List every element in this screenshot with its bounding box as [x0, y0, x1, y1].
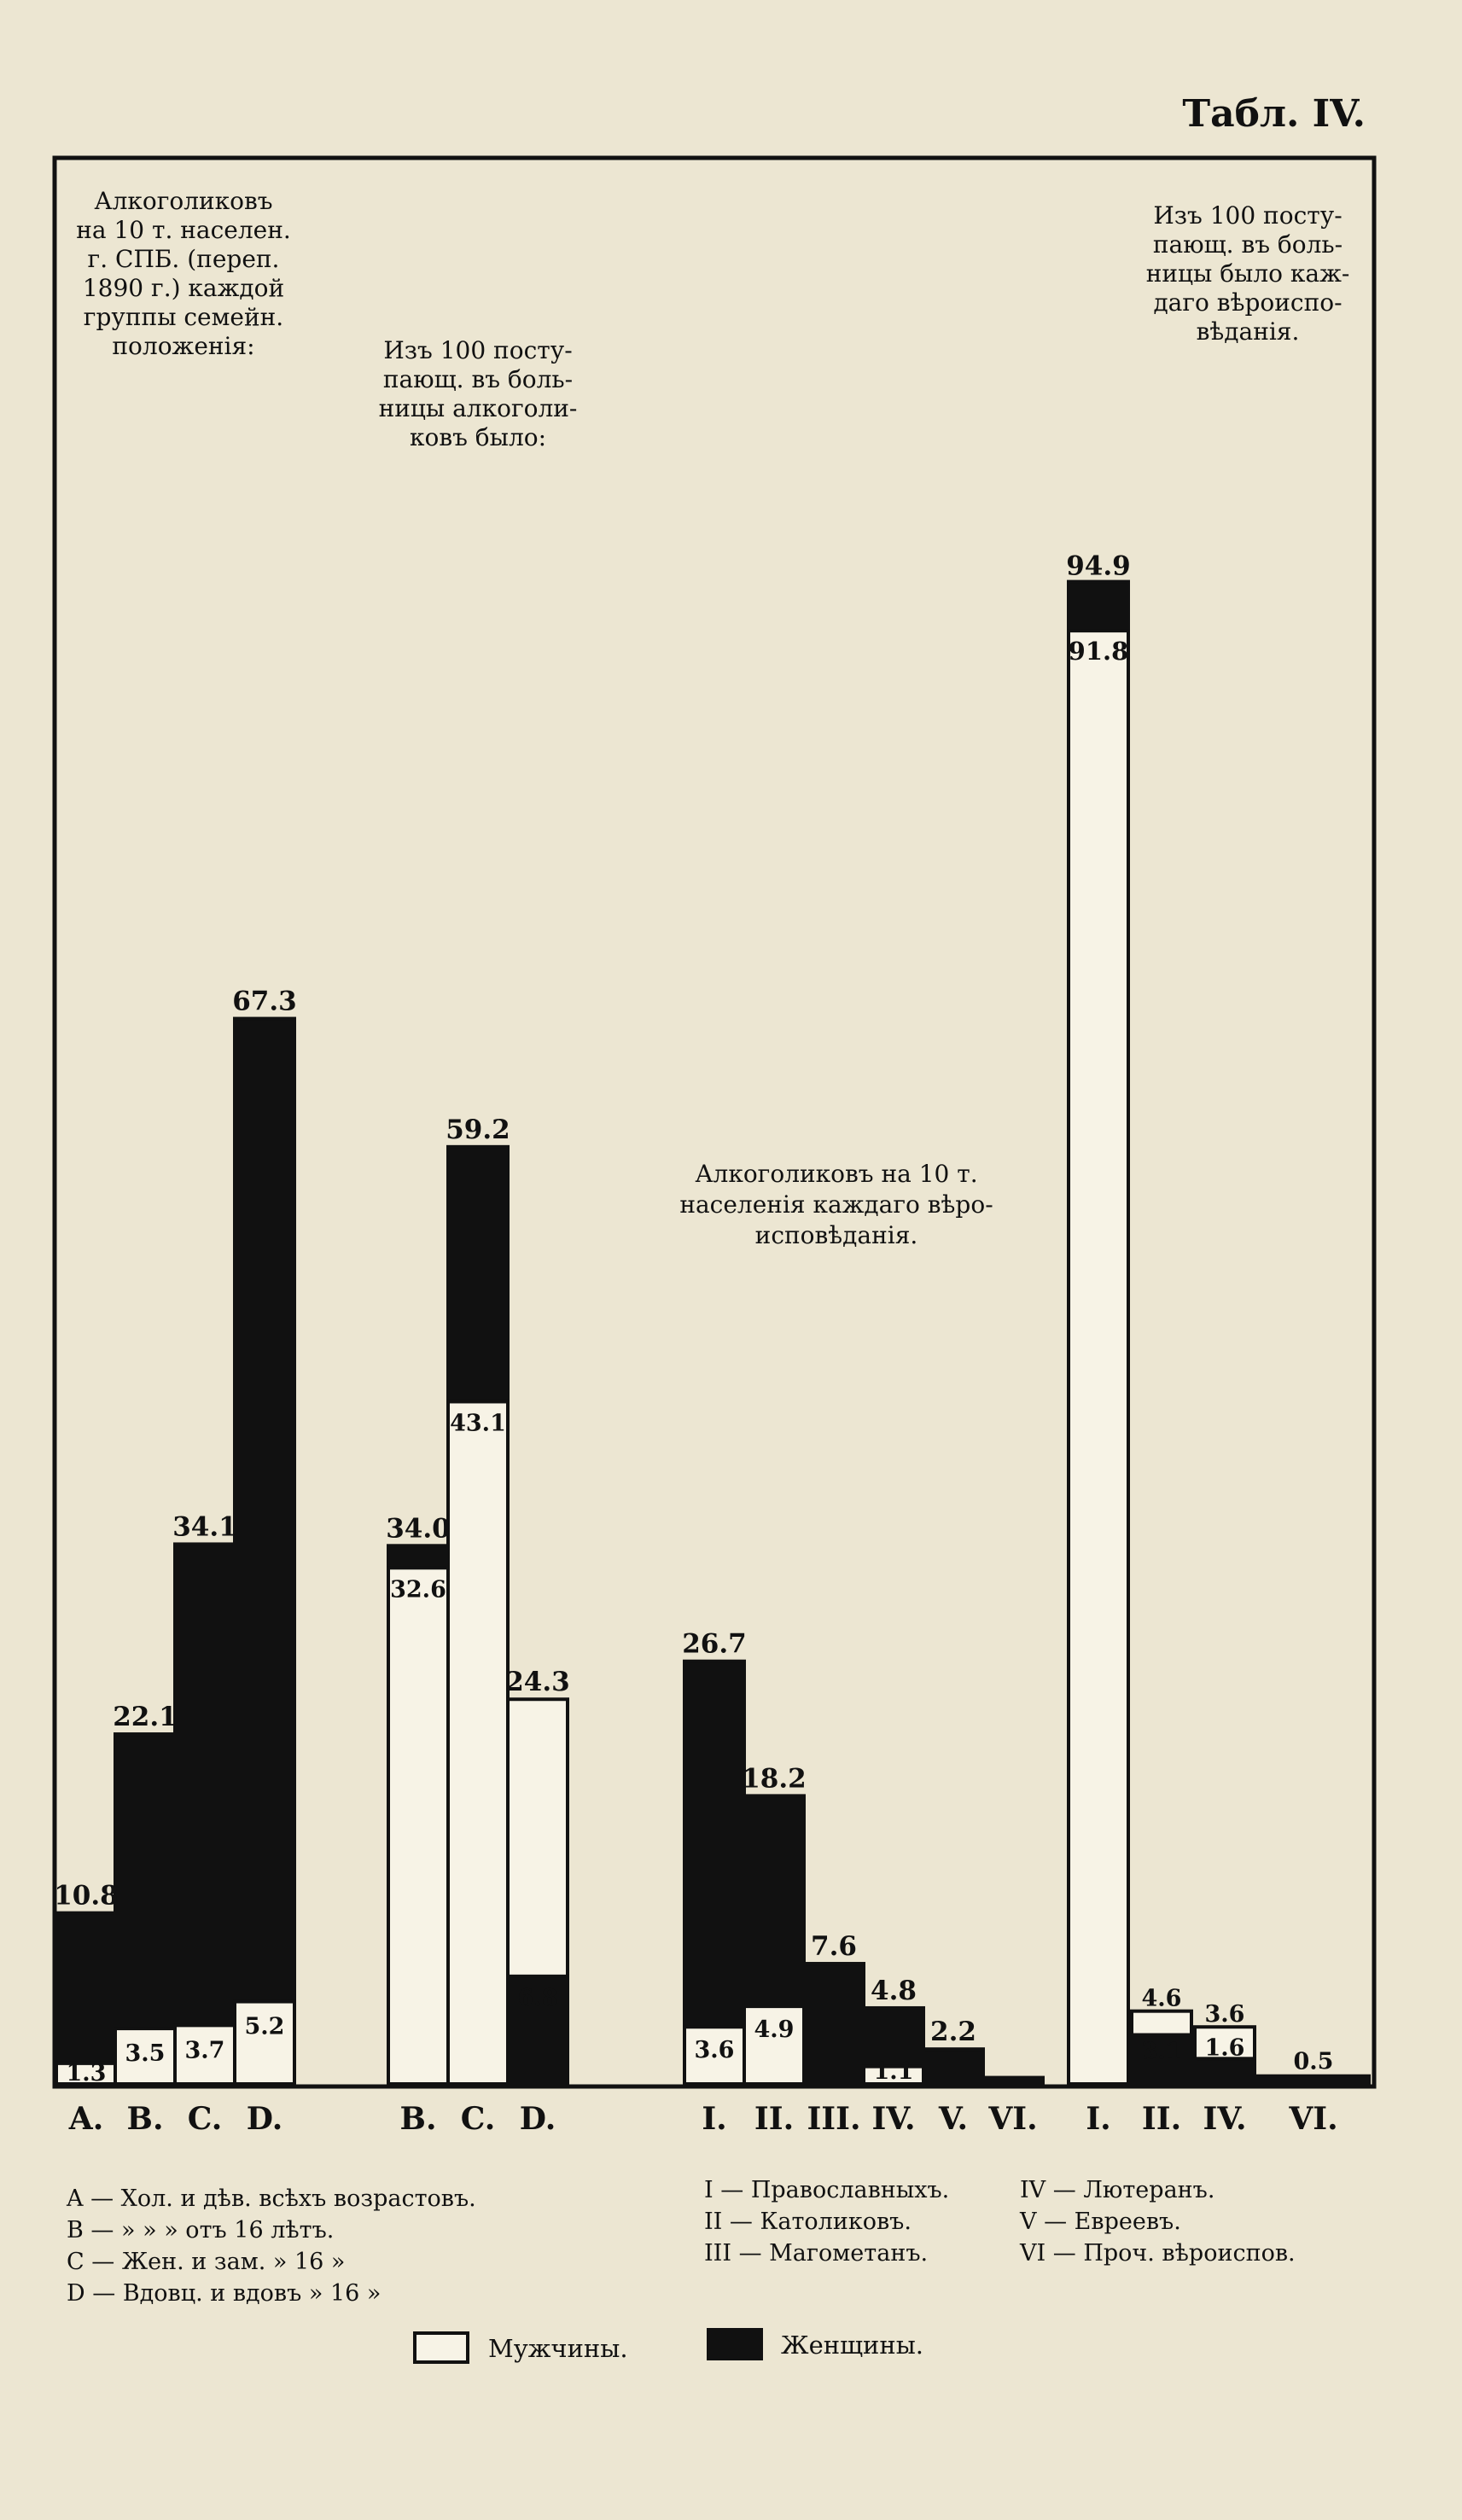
bar-women-3 [175, 1544, 235, 2084]
label-women-2: 22.1 [113, 1702, 178, 1733]
x-label-r3: III. [807, 2101, 861, 2137]
bar-men-h1 [388, 1568, 448, 2084]
label-men-r2: 4.9 [754, 2017, 795, 2044]
x-label-r5: V. [938, 2101, 969, 2137]
key-line-vi: VI — Проч. вѣроиспов. [1020, 2240, 1296, 2267]
bar-women-r3 [804, 1964, 864, 2084]
x-label-r6: VI. [988, 2101, 1038, 2137]
header-marital-population: Алкоголиковъ на 10 т. населен. г. СПБ. (переп. 1890 г.) каждой группы семейн. положенія: [76, 187, 291, 360]
legend-women-label: Женщины. [781, 2331, 923, 2360]
bar-women-1 [56, 1913, 116, 2084]
bar-women-4 [235, 1019, 294, 2084]
x-axis-labels [68, 2101, 1338, 2137]
key-marital [66, 2185, 476, 2307]
label-women-rh1: 94.9 [1066, 550, 1131, 582]
key-line-c: C — Жен. и зам. » 16 » [67, 2249, 346, 2275]
label-women-1: 10.8 [54, 1880, 119, 1912]
label-men-3: 3.7 [184, 2037, 225, 2064]
chart-bars [56, 582, 1369, 2084]
legend-men-label: Мужчины. [488, 2334, 628, 2363]
x-label-h2: C. [460, 2101, 496, 2137]
x-label-3: C. [187, 2101, 223, 2137]
label-men-rh1: 91.8 [1068, 637, 1129, 666]
key-line-iv: IV — Лютеранъ. [1020, 2177, 1215, 2203]
bar-men-rh1 [1069, 631, 1128, 2084]
bar-men-h2 [448, 1401, 508, 2084]
x-label-r2: II. [754, 2101, 795, 2137]
bar-women-r6 [983, 2078, 1043, 2084]
label-men-h3: 24.3 [505, 1667, 570, 1698]
label-women-h1: 34.0 [386, 1513, 451, 1545]
label-men-h2: 43.1 [450, 1410, 506, 1437]
legend-men-swatch [415, 2333, 468, 2362]
label-men-4: 5.2 [244, 2013, 285, 2040]
key-line-d: D — Вдовц. и вдовъ » 16 » [67, 2280, 382, 2307]
key-line-a: A — Хол. и дѣв. всѣхъ возрастовъ. [67, 2185, 476, 2212]
header-religion-hospital: Изъ 100 посту-пающ. въ боль-ницы было каж-даго вѣроиспо-вѣданія. [1145, 201, 1350, 346]
label-men-2: 3.5 [125, 2040, 166, 2068]
x-label-rh3: IV. [1203, 2101, 1247, 2137]
label-men-1: 1.3 [66, 2060, 107, 2086]
header-religion-population: Алкоголиковъ на 10 т. населенія каждаго вѣро-исповѣданія. [679, 1160, 993, 1249]
label-women-h2: 59.2 [446, 1114, 510, 1145]
key-line-b: B — » » » отъ 16 лѣтъ. [67, 2217, 335, 2244]
label-men-rh3: 3.6 [1204, 2001, 1245, 2028]
x-label-h1: B. [399, 2101, 437, 2137]
legend-women-swatch [708, 2330, 761, 2359]
x-label-rh1: I. [1086, 2101, 1111, 2137]
key-line-ii: II — Католиковъ. [704, 2209, 912, 2235]
x-label-h3: D. [519, 2101, 556, 2137]
label-women-rh2: 3.1 [1141, 2038, 1182, 2065]
key-line-i: I — Православныхъ. [704, 2177, 950, 2203]
bar-women-rh4 [1258, 2076, 1369, 2084]
label-women-rh3: 1.6 [1204, 2034, 1245, 2062]
label-women-3: 34.1 [172, 1511, 237, 1543]
x-label-rh2: II. [1141, 2101, 1182, 2137]
label-men-r1: 3.6 [694, 2037, 735, 2064]
legend [415, 2330, 923, 2363]
x-label-r4: IV. [871, 2101, 916, 2137]
x-label-r1: I. [702, 2101, 727, 2137]
key-line-v: V — Евреевъ. [1020, 2209, 1181, 2235]
label-men-h1: 32.6 [390, 1576, 446, 1603]
table-title: Табл. IV. [1182, 92, 1366, 136]
x-label-1: A. [68, 2101, 104, 2137]
header-marital-hospital: Изъ 100 посту-пающ. въ боль-ницы алкоголи-ковъ было: [378, 336, 578, 451]
label-women-r3: 7.6 [811, 1931, 857, 1963]
label-women-r1: 26.7 [682, 1628, 747, 1660]
x-label-4: D. [246, 2101, 283, 2137]
bar-women-rh3 [1195, 2058, 1255, 2084]
label-men-r4: 1.1 [873, 2058, 914, 2085]
label-men-rh2: 4.6 [1141, 1985, 1182, 2012]
key-line-iii: III — Магометанъ. [704, 2240, 929, 2267]
label-women-rh4: 0.5 [1293, 2048, 1334, 2075]
bar-women-r1 [684, 1662, 744, 2084]
key-religion [704, 2177, 1296, 2267]
label-women-r2: 18.2 [742, 1763, 807, 1795]
x-label-rh4: VI. [1289, 2101, 1338, 2137]
label-women-h3: 6.8 [517, 1984, 558, 2011]
label-women-r5: 2.2 [930, 2017, 976, 2048]
label-women-r4: 4.8 [871, 1975, 917, 2006]
label-women-4: 67.3 [232, 986, 297, 1017]
bar-women-r5 [923, 2049, 983, 2084]
x-label-2: B. [126, 2101, 164, 2137]
